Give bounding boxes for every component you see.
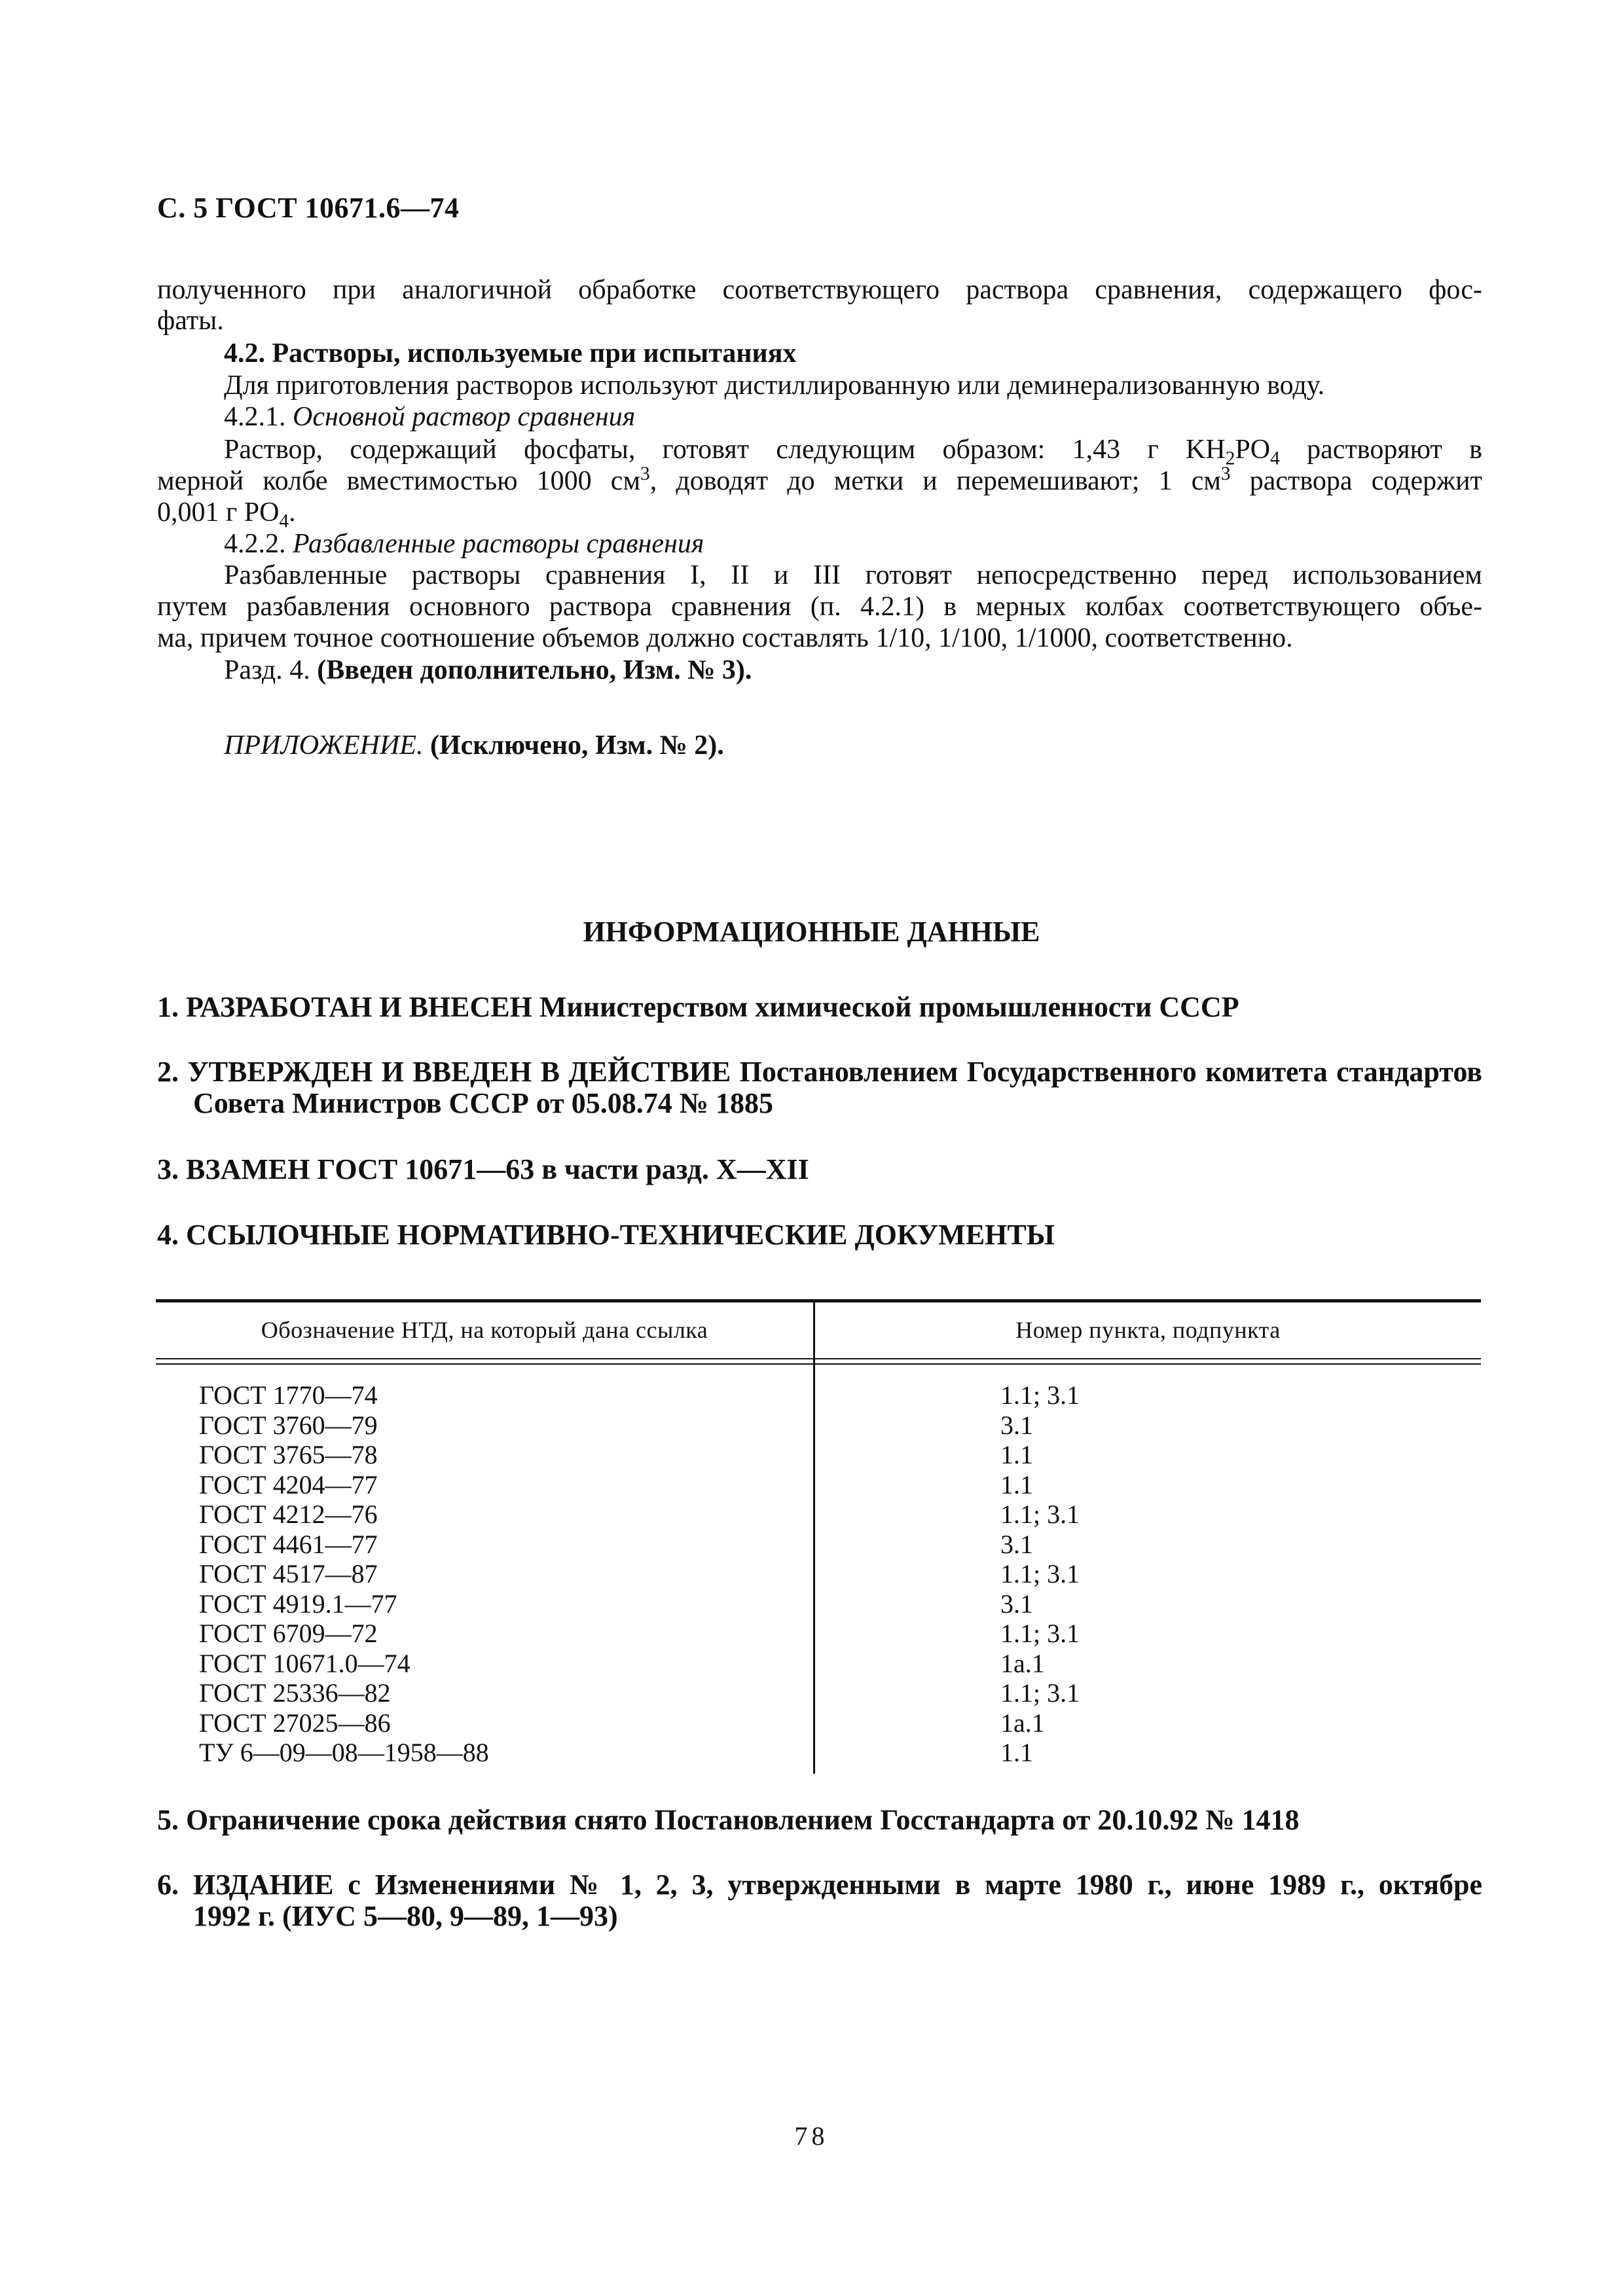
table-cell-designation: ГОСТ 6709—72	[199, 1619, 378, 1648]
table-column-designations	[199, 1380, 489, 1768]
subsection-4-2-1-number: 4.2.1.	[224, 402, 286, 432]
paragraph-4-2-2-line-1: Разбавленные растворы сравнения I, II и III готовят непосредственно перед использованием	[224, 560, 1482, 590]
table-cell-designation: ГОСТ 4212—76	[199, 1499, 378, 1529]
table-header-rule	[156, 1358, 1481, 1359]
info-item-1: 1. РАЗРАБОТАН И ВНЕСЕН Министерством химической промышленности СССР	[157, 991, 1239, 1023]
table-cell-designation: ГОСТ 1770—74	[199, 1380, 378, 1410]
page-number: 78	[794, 2121, 829, 2151]
info-item-4: 4. ССЫЛОЧНЫЕ НОРМАТИВНО-ТЕХНИЧЕСКИЕ ДОКУМЕНТЫ	[157, 1219, 1055, 1251]
table-cell-designation: ГОСТ 10671.0—74	[199, 1648, 410, 1678]
subsection-4-2-1-title: Основной раствор сравнения	[293, 402, 636, 432]
table-cell-clause: 1a.1	[1000, 1708, 1045, 1738]
appendix-status: (Исключено, Изм. № 2).	[423, 730, 724, 761]
table-cell-clause: 3.1	[1000, 1529, 1033, 1559]
intro-line-2: фаты.	[157, 306, 224, 336]
subsection-4-2-1	[224, 402, 635, 432]
appendix-note	[224, 730, 724, 761]
paragraph-4-2-1-line-1: Раствор, содержащий фосфаты, готовят следующим образом: 1,43 г $KH_2PO_4$ растворяют в	[224, 435, 1482, 469]
info-item-3: 3. ВЗАМЕН ГОСТ 10671—63 в части разд. X—XII	[157, 1153, 809, 1185]
table-cell-clause: 3.1	[1000, 1588, 1033, 1619]
subsection-4-2-2	[224, 529, 704, 559]
table-cell-designation: ГОСТ 4461—77	[199, 1529, 378, 1559]
table-cell-designation: ГОСТ 4919.1—77	[199, 1588, 397, 1619]
table-cell-designation: ГОСТ 4204—77	[199, 1469, 378, 1499]
section-4-2-title: 4.2. Растворы, используемые при испытаниях	[224, 338, 797, 368]
table-cell-designation: ТУ 6—09—08—1958—88	[199, 1738, 489, 1767]
info-item-6-line-2: 1992 г. (ИУС 5—80, 9—89, 1—93)	[193, 1900, 618, 1932]
info-item-2-line-2: Совета Министров СССР от 05.08.74 № 1885	[193, 1087, 773, 1119]
table-cell-clause: 1.1; 3.1	[1000, 1499, 1080, 1529]
razd-4-note: Разд. 4. (Введен дополнительно, Изм. № 3).	[224, 655, 752, 685]
paragraph-4-2-1-line-2: мерной колбе вместимостью 1000 $см^3$, доводят до метки и перемешивают; 1 $см^3$ раствора содержит	[157, 463, 1482, 496]
intro-line-1: полученного при аналогичной обработке соответствующего раствора сравнения, содержащего фос-	[157, 275, 1482, 305]
table-cell-clause: 1.1; 3.1	[1000, 1559, 1080, 1588]
subsection-4-2-2-number: 4.2.2.	[224, 529, 286, 559]
table-cell-designation: ГОСТ 3760—79	[199, 1410, 378, 1440]
table-cell-clause: 1.1; 3.1	[1000, 1619, 1080, 1648]
table-cell-clause: 1.1; 3.1	[1000, 1678, 1080, 1708]
table-cell-designation: ГОСТ 4517—87	[199, 1559, 378, 1588]
info-item-5: 5. Ограничение срока действия снято Постановлением Госстандарта от 20.10.92 № 1418	[157, 1804, 1300, 1836]
paragraph-4-2-2-line-3: ма, причем точное соотношение объемов должно составлять 1/10, 1/100, 1/1000, соответственно.	[157, 623, 1293, 653]
table-cell-clause: 3.1	[1000, 1410, 1033, 1440]
table-cell-designation: ГОСТ 27025—86	[199, 1708, 391, 1738]
info-item-2-line-1: 2. УТВЕРЖДЕН И ВВЕДЕН В ДЕЙСТВИЕ Постановлением Государственного комитета стандартов	[157, 1056, 1482, 1088]
paragraph-4-2-1-line-3: 0,001 г $PO_4$.	[157, 497, 296, 532]
info-item-6-line-1: 6. ИЗДАНИЕ с Изменениями № 1, 2, 3, утвержденными в марте 1980 г., июне 1989 г., октябре	[157, 1869, 1482, 1901]
table-cell-clause: 1.1; 3.1	[1000, 1380, 1080, 1410]
page-header: С. 5 ГОСТ 10671.6—74	[157, 192, 460, 224]
info-section-title: ИНФОРМАЦИОННЫЕ ДАННЫЕ	[583, 916, 1040, 948]
table-cell-clause: 1.1	[1000, 1440, 1033, 1469]
table-header-designation: Обозначение НТД, на который дана ссылка	[261, 1317, 708, 1343]
table-column-divider	[813, 1299, 815, 1774]
table-column-clauses	[1000, 1380, 1080, 1768]
paragraph-4-2-2-line-2: путем разбавления основного раствора сравнения (п. 4.2.1) в мерных колбах соответствующего объе-	[157, 592, 1482, 622]
table-cell-clause: 1a.1	[1000, 1648, 1045, 1678]
section-4-2-text: Для приготовления растворов используют дистиллированную или деминерализованную воду.	[224, 370, 1325, 401]
table-header-rule-double	[156, 1363, 1481, 1365]
table-cell-designation: ГОСТ 3765—78	[199, 1440, 378, 1469]
appendix-label: ПРИЛОЖЕНИЕ.	[224, 730, 424, 761]
table-cell-designation: ГОСТ 25336—82	[199, 1678, 391, 1708]
table-header-clause: Номер пункта, подпункта	[1015, 1317, 1281, 1343]
table-cell-clause: 1.1	[1000, 1469, 1033, 1499]
subsection-4-2-2-title: Разбавленные растворы сравнения	[293, 529, 704, 559]
table-top-rule	[156, 1299, 1481, 1302]
table-cell-clause: 1.1	[1000, 1738, 1033, 1767]
